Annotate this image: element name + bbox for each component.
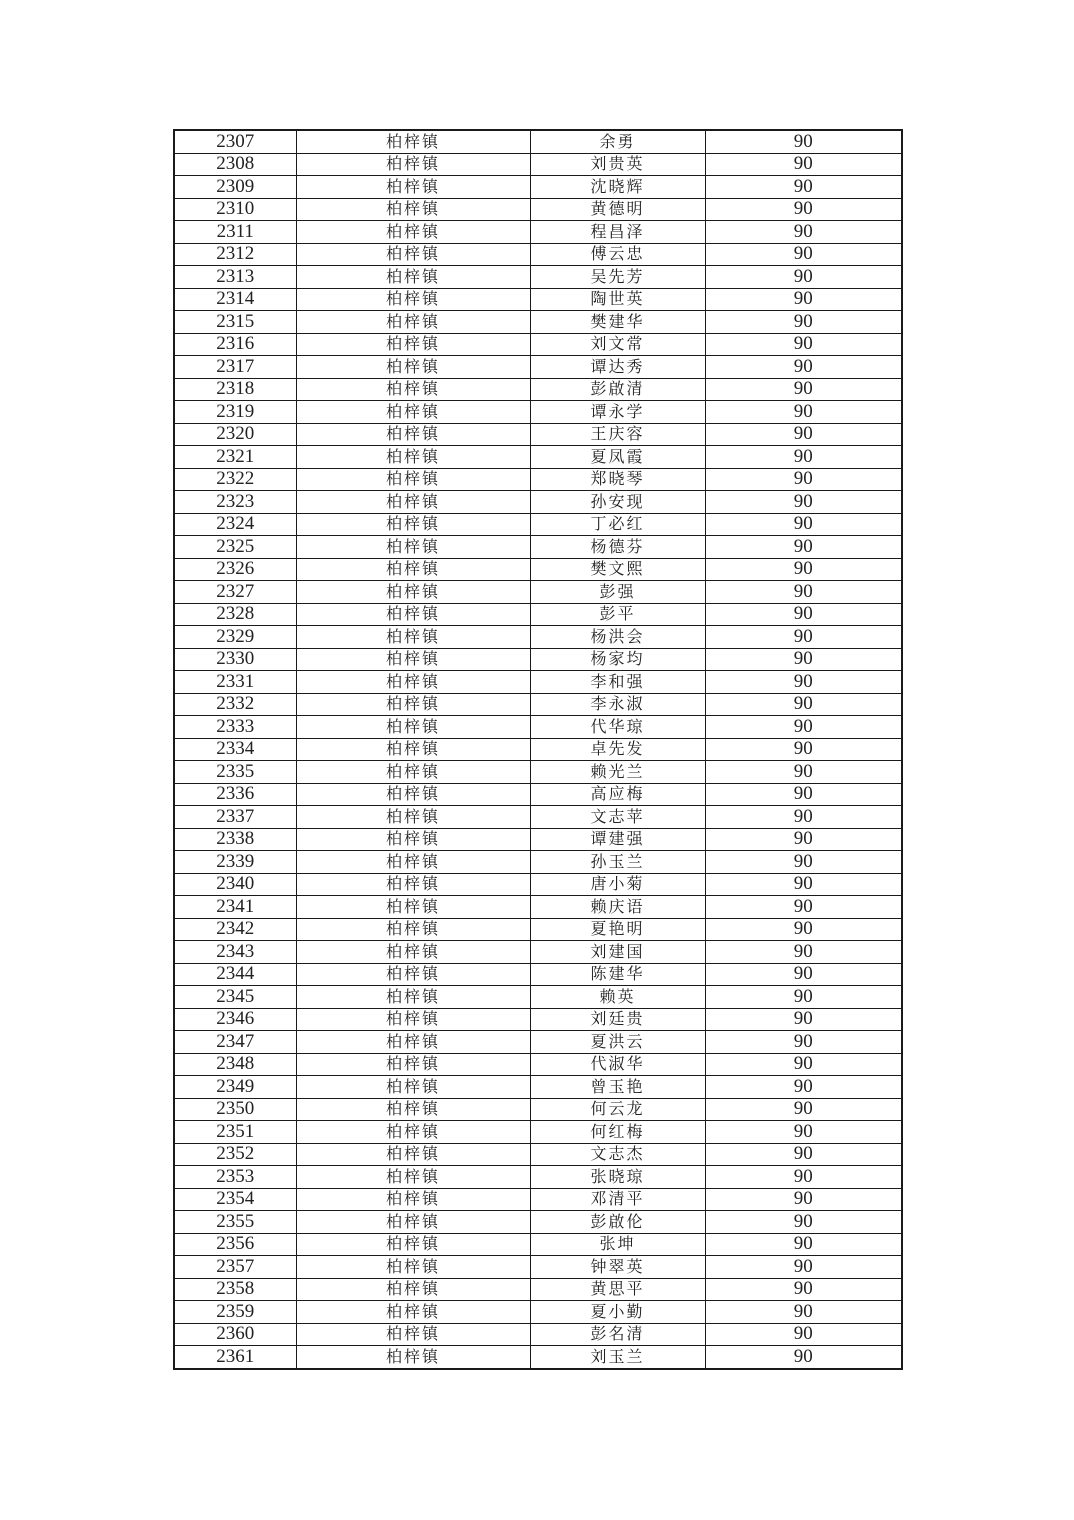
- row-number-cell: 2332: [174, 693, 296, 716]
- person-name-cell: 邓清平: [530, 1188, 705, 1211]
- town-cell: 柏梓镇: [296, 378, 530, 401]
- table-row: [174, 266, 902, 289]
- person-name-cell: 黄思平: [530, 1278, 705, 1301]
- town-cell: 柏梓镇: [296, 1143, 530, 1166]
- row-number-cell: 2353: [174, 1166, 296, 1189]
- score-cell: 90: [705, 333, 902, 356]
- town-cell: 柏梓镇: [296, 1031, 530, 1054]
- row-number-cell: 2331: [174, 671, 296, 694]
- table-row: [174, 536, 902, 559]
- person-name-cell: 黄德明: [530, 198, 705, 221]
- person-name-cell: 代淑华: [530, 1053, 705, 1076]
- town-cell: 柏梓镇: [296, 130, 530, 153]
- person-name-cell: 卓先发: [530, 738, 705, 761]
- person-name-cell: 孙玉兰: [530, 851, 705, 874]
- person-name-cell: 高应梅: [530, 783, 705, 806]
- town-cell: 柏梓镇: [296, 1211, 530, 1234]
- table-row: [174, 806, 902, 829]
- table-row: [174, 693, 902, 716]
- person-name-cell: 李和强: [530, 671, 705, 694]
- row-number-cell: 2325: [174, 536, 296, 559]
- row-number-cell: 2336: [174, 783, 296, 806]
- person-name-cell: 刘贵英: [530, 153, 705, 176]
- person-name-cell: 刘建国: [530, 941, 705, 964]
- score-cell: 90: [705, 536, 902, 559]
- row-number-cell: 2321: [174, 446, 296, 469]
- town-cell: 柏梓镇: [296, 266, 530, 289]
- town-cell: 柏梓镇: [296, 1188, 530, 1211]
- town-cell: 柏梓镇: [296, 828, 530, 851]
- table-row: [174, 603, 902, 626]
- score-cell: 90: [705, 941, 902, 964]
- score-cell: 90: [705, 1301, 902, 1324]
- person-name-cell: 张晓琼: [530, 1166, 705, 1189]
- table-row: [174, 873, 902, 896]
- row-number-cell: 2307: [174, 130, 296, 153]
- table-row: [174, 130, 902, 153]
- row-number-cell: 2310: [174, 198, 296, 221]
- row-number-cell: 2318: [174, 378, 296, 401]
- town-cell: 柏梓镇: [296, 963, 530, 986]
- person-name-cell: 文志苹: [530, 806, 705, 829]
- town-cell: 柏梓镇: [296, 941, 530, 964]
- person-name-cell: 代华琼: [530, 716, 705, 739]
- person-name-cell: 孙安现: [530, 491, 705, 514]
- town-cell: 柏梓镇: [296, 581, 530, 604]
- town-cell: 柏梓镇: [296, 761, 530, 784]
- person-name-cell: 夏艳明: [530, 918, 705, 941]
- town-cell: 柏梓镇: [296, 648, 530, 671]
- town-cell: 柏梓镇: [296, 468, 530, 491]
- row-number-cell: 2330: [174, 648, 296, 671]
- score-cell: 90: [705, 963, 902, 986]
- table-row: [174, 1211, 902, 1234]
- row-number-cell: 2333: [174, 716, 296, 739]
- score-cell: 90: [705, 918, 902, 941]
- table-row: [174, 1188, 902, 1211]
- person-name-cell: 李永淑: [530, 693, 705, 716]
- row-number-cell: 2338: [174, 828, 296, 851]
- town-cell: 柏梓镇: [296, 1233, 530, 1256]
- table-row: [174, 918, 902, 941]
- score-cell: 90: [705, 1166, 902, 1189]
- score-cell: 90: [705, 738, 902, 761]
- row-number-cell: 2317: [174, 356, 296, 379]
- person-name-cell: 文志杰: [530, 1143, 705, 1166]
- person-name-cell: 谭永学: [530, 401, 705, 424]
- town-cell: 柏梓镇: [296, 1053, 530, 1076]
- person-name-cell: 夏洪云: [530, 1031, 705, 1054]
- person-name-cell: 樊建华: [530, 311, 705, 334]
- table-row: [174, 221, 902, 244]
- table-row: [174, 1346, 902, 1369]
- row-number-cell: 2355: [174, 1211, 296, 1234]
- town-cell: 柏梓镇: [296, 221, 530, 244]
- person-name-cell: 谭达秀: [530, 356, 705, 379]
- town-cell: 柏梓镇: [296, 491, 530, 514]
- town-cell: 柏梓镇: [296, 693, 530, 716]
- town-cell: 柏梓镇: [296, 423, 530, 446]
- row-number-cell: 2348: [174, 1053, 296, 1076]
- person-name-cell: 陶世英: [530, 288, 705, 311]
- score-cell: 90: [705, 423, 902, 446]
- score-cell: 90: [705, 1053, 902, 1076]
- table-row: [174, 491, 902, 514]
- table-row: [174, 1053, 902, 1076]
- town-cell: 柏梓镇: [296, 1076, 530, 1099]
- person-name-cell: 樊文熙: [530, 558, 705, 581]
- person-name-cell: 傅云忠: [530, 243, 705, 266]
- town-cell: 柏梓镇: [296, 1008, 530, 1031]
- table-row: [174, 648, 902, 671]
- score-cell: 90: [705, 401, 902, 424]
- row-number-cell: 2354: [174, 1188, 296, 1211]
- person-name-cell: 刘玉兰: [530, 1346, 705, 1369]
- row-number-cell: 2314: [174, 288, 296, 311]
- score-cell: 90: [705, 693, 902, 716]
- roster-table-body: [174, 130, 902, 1369]
- score-cell: 90: [705, 761, 902, 784]
- person-name-cell: 沈晓辉: [530, 176, 705, 199]
- person-name-cell: 夏小勤: [530, 1301, 705, 1324]
- score-cell: 90: [705, 1278, 902, 1301]
- town-cell: 柏梓镇: [296, 873, 530, 896]
- row-number-cell: 2308: [174, 153, 296, 176]
- row-number-cell: 2360: [174, 1323, 296, 1346]
- table-row: [174, 378, 902, 401]
- table-row: [174, 783, 902, 806]
- person-name-cell: 钟翠英: [530, 1256, 705, 1279]
- table-row: [174, 198, 902, 221]
- table-row: [174, 401, 902, 424]
- town-cell: 柏梓镇: [296, 446, 530, 469]
- row-number-cell: 2347: [174, 1031, 296, 1054]
- town-cell: 柏梓镇: [296, 806, 530, 829]
- score-cell: 90: [705, 1346, 902, 1369]
- person-name-cell: 刘廷贵: [530, 1008, 705, 1031]
- table-row: [174, 828, 902, 851]
- row-number-cell: 2335: [174, 761, 296, 784]
- person-name-cell: 赖英: [530, 986, 705, 1009]
- row-number-cell: 2326: [174, 558, 296, 581]
- score-cell: 90: [705, 1233, 902, 1256]
- table-row: [174, 423, 902, 446]
- score-cell: 90: [705, 896, 902, 919]
- table-row: [174, 288, 902, 311]
- row-number-cell: 2357: [174, 1256, 296, 1279]
- row-number-cell: 2349: [174, 1076, 296, 1099]
- table-row: [174, 153, 902, 176]
- town-cell: 柏梓镇: [296, 1323, 530, 1346]
- town-cell: 柏梓镇: [296, 311, 530, 334]
- table-row: [174, 626, 902, 649]
- person-name-cell: 余勇: [530, 130, 705, 153]
- row-number-cell: 2351: [174, 1121, 296, 1144]
- table-row: [174, 761, 902, 784]
- row-number-cell: 2322: [174, 468, 296, 491]
- score-cell: 90: [705, 1256, 902, 1279]
- table-row: [174, 176, 902, 199]
- score-cell: 90: [705, 221, 902, 244]
- table-row: [174, 1166, 902, 1189]
- row-number-cell: 2346: [174, 1008, 296, 1031]
- row-number-cell: 2334: [174, 738, 296, 761]
- town-cell: 柏梓镇: [296, 198, 530, 221]
- score-cell: 90: [705, 513, 902, 536]
- town-cell: 柏梓镇: [296, 1166, 530, 1189]
- score-cell: 90: [705, 1031, 902, 1054]
- score-cell: 90: [705, 243, 902, 266]
- town-cell: 柏梓镇: [296, 1098, 530, 1121]
- town-cell: 柏梓镇: [296, 783, 530, 806]
- row-number-cell: 2350: [174, 1098, 296, 1121]
- row-number-cell: 2358: [174, 1278, 296, 1301]
- person-name-cell: 刘文常: [530, 333, 705, 356]
- person-name-cell: 何红梅: [530, 1121, 705, 1144]
- person-name-cell: 王庆容: [530, 423, 705, 446]
- row-number-cell: 2328: [174, 603, 296, 626]
- town-cell: 柏梓镇: [296, 1256, 530, 1279]
- person-name-cell: 彭平: [530, 603, 705, 626]
- score-cell: 90: [705, 468, 902, 491]
- person-name-cell: 何云龙: [530, 1098, 705, 1121]
- town-cell: 柏梓镇: [296, 558, 530, 581]
- row-number-cell: 2342: [174, 918, 296, 941]
- score-cell: 90: [705, 311, 902, 334]
- town-cell: 柏梓镇: [296, 1121, 530, 1144]
- row-number-cell: 2316: [174, 333, 296, 356]
- row-number-cell: 2352: [174, 1143, 296, 1166]
- person-name-cell: 唐小菊: [530, 873, 705, 896]
- row-number-cell: 2356: [174, 1233, 296, 1256]
- table-row: [174, 311, 902, 334]
- row-number-cell: 2340: [174, 873, 296, 896]
- row-number-cell: 2345: [174, 986, 296, 1009]
- person-name-cell: 彭啟清: [530, 378, 705, 401]
- score-cell: 90: [705, 851, 902, 874]
- person-name-cell: 陈建华: [530, 963, 705, 986]
- score-cell: 90: [705, 1143, 902, 1166]
- town-cell: 柏梓镇: [296, 513, 530, 536]
- row-number-cell: 2337: [174, 806, 296, 829]
- table-row: [174, 513, 902, 536]
- score-cell: 90: [705, 1121, 902, 1144]
- score-cell: 90: [705, 671, 902, 694]
- person-name-cell: 彭强: [530, 581, 705, 604]
- score-cell: 90: [705, 176, 902, 199]
- table-row: [174, 716, 902, 739]
- row-number-cell: 2313: [174, 266, 296, 289]
- score-cell: 90: [705, 356, 902, 379]
- row-number-cell: 2324: [174, 513, 296, 536]
- score-cell: 90: [705, 288, 902, 311]
- score-cell: 90: [705, 828, 902, 851]
- score-cell: 90: [705, 446, 902, 469]
- table-row: [174, 1233, 902, 1256]
- score-cell: 90: [705, 716, 902, 739]
- town-cell: 柏梓镇: [296, 288, 530, 311]
- score-cell: 90: [705, 603, 902, 626]
- table-row: [174, 581, 902, 604]
- row-number-cell: 2329: [174, 626, 296, 649]
- town-cell: 柏梓镇: [296, 1301, 530, 1324]
- person-name-cell: 赖庆语: [530, 896, 705, 919]
- table-row: [174, 963, 902, 986]
- table-row: [174, 333, 902, 356]
- score-cell: 90: [705, 198, 902, 221]
- score-cell: 90: [705, 1008, 902, 1031]
- town-cell: 柏梓镇: [296, 401, 530, 424]
- person-name-cell: 曾玉艳: [530, 1076, 705, 1099]
- table-row: [174, 1076, 902, 1099]
- person-name-cell: 郑晓琴: [530, 468, 705, 491]
- row-number-cell: 2359: [174, 1301, 296, 1324]
- table-row: [174, 1031, 902, 1054]
- town-cell: 柏梓镇: [296, 603, 530, 626]
- score-cell: 90: [705, 153, 902, 176]
- town-cell: 柏梓镇: [296, 536, 530, 559]
- roster-table: [173, 129, 903, 1370]
- table-row: [174, 1098, 902, 1121]
- town-cell: 柏梓镇: [296, 716, 530, 739]
- score-cell: 90: [705, 581, 902, 604]
- table-row: [174, 468, 902, 491]
- score-cell: 90: [705, 873, 902, 896]
- row-number-cell: 2312: [174, 243, 296, 266]
- person-name-cell: 杨家均: [530, 648, 705, 671]
- person-name-cell: 杨洪会: [530, 626, 705, 649]
- person-name-cell: 张坤: [530, 1233, 705, 1256]
- score-cell: 90: [705, 806, 902, 829]
- table-row: [174, 851, 902, 874]
- person-name-cell: 赖光兰: [530, 761, 705, 784]
- person-name-cell: 吴先芳: [530, 266, 705, 289]
- table-row: [174, 941, 902, 964]
- person-name-cell: 彭名清: [530, 1323, 705, 1346]
- score-cell: 90: [705, 1076, 902, 1099]
- score-cell: 90: [705, 1211, 902, 1234]
- row-number-cell: 2320: [174, 423, 296, 446]
- score-cell: 90: [705, 1098, 902, 1121]
- row-number-cell: 2315: [174, 311, 296, 334]
- table-row: [174, 738, 902, 761]
- person-name-cell: 谭建强: [530, 828, 705, 851]
- table-row: [174, 986, 902, 1009]
- person-name-cell: 杨德芬: [530, 536, 705, 559]
- score-cell: 90: [705, 378, 902, 401]
- row-number-cell: 2343: [174, 941, 296, 964]
- person-name-cell: 丁必红: [530, 513, 705, 536]
- town-cell: 柏梓镇: [296, 1346, 530, 1369]
- row-number-cell: 2339: [174, 851, 296, 874]
- town-cell: 柏梓镇: [296, 986, 530, 1009]
- town-cell: 柏梓镇: [296, 356, 530, 379]
- score-cell: 90: [705, 648, 902, 671]
- town-cell: 柏梓镇: [296, 738, 530, 761]
- town-cell: 柏梓镇: [296, 896, 530, 919]
- table-row: [174, 1143, 902, 1166]
- town-cell: 柏梓镇: [296, 176, 530, 199]
- table-row: [174, 243, 902, 266]
- town-cell: 柏梓镇: [296, 333, 530, 356]
- town-cell: 柏梓镇: [296, 671, 530, 694]
- person-name-cell: 夏凤霞: [530, 446, 705, 469]
- score-cell: 90: [705, 1188, 902, 1211]
- table-row: [174, 1256, 902, 1279]
- row-number-cell: 2327: [174, 581, 296, 604]
- row-number-cell: 2344: [174, 963, 296, 986]
- table-row: [174, 356, 902, 379]
- town-cell: 柏梓镇: [296, 626, 530, 649]
- score-cell: 90: [705, 491, 902, 514]
- town-cell: 柏梓镇: [296, 243, 530, 266]
- score-cell: 90: [705, 130, 902, 153]
- row-number-cell: 2309: [174, 176, 296, 199]
- table-row: [174, 1301, 902, 1324]
- row-number-cell: 2311: [174, 221, 296, 244]
- table-row: [174, 1323, 902, 1346]
- row-number-cell: 2341: [174, 896, 296, 919]
- score-cell: 90: [705, 626, 902, 649]
- table-row: [174, 1008, 902, 1031]
- town-cell: 柏梓镇: [296, 1278, 530, 1301]
- town-cell: 柏梓镇: [296, 851, 530, 874]
- person-name-cell: 彭啟伦: [530, 1211, 705, 1234]
- row-number-cell: 2319: [174, 401, 296, 424]
- table-row: [174, 1278, 902, 1301]
- table-row: [174, 671, 902, 694]
- town-cell: 柏梓镇: [296, 918, 530, 941]
- score-cell: 90: [705, 266, 902, 289]
- table-row: [174, 896, 902, 919]
- score-cell: 90: [705, 783, 902, 806]
- table-row: [174, 446, 902, 469]
- row-number-cell: 2323: [174, 491, 296, 514]
- table-row: [174, 1121, 902, 1144]
- town-cell: 柏梓镇: [296, 153, 530, 176]
- score-cell: 90: [705, 558, 902, 581]
- score-cell: 90: [705, 986, 902, 1009]
- table-row: [174, 558, 902, 581]
- score-cell: 90: [705, 1323, 902, 1346]
- row-number-cell: 2361: [174, 1346, 296, 1369]
- person-name-cell: 程昌泽: [530, 221, 705, 244]
